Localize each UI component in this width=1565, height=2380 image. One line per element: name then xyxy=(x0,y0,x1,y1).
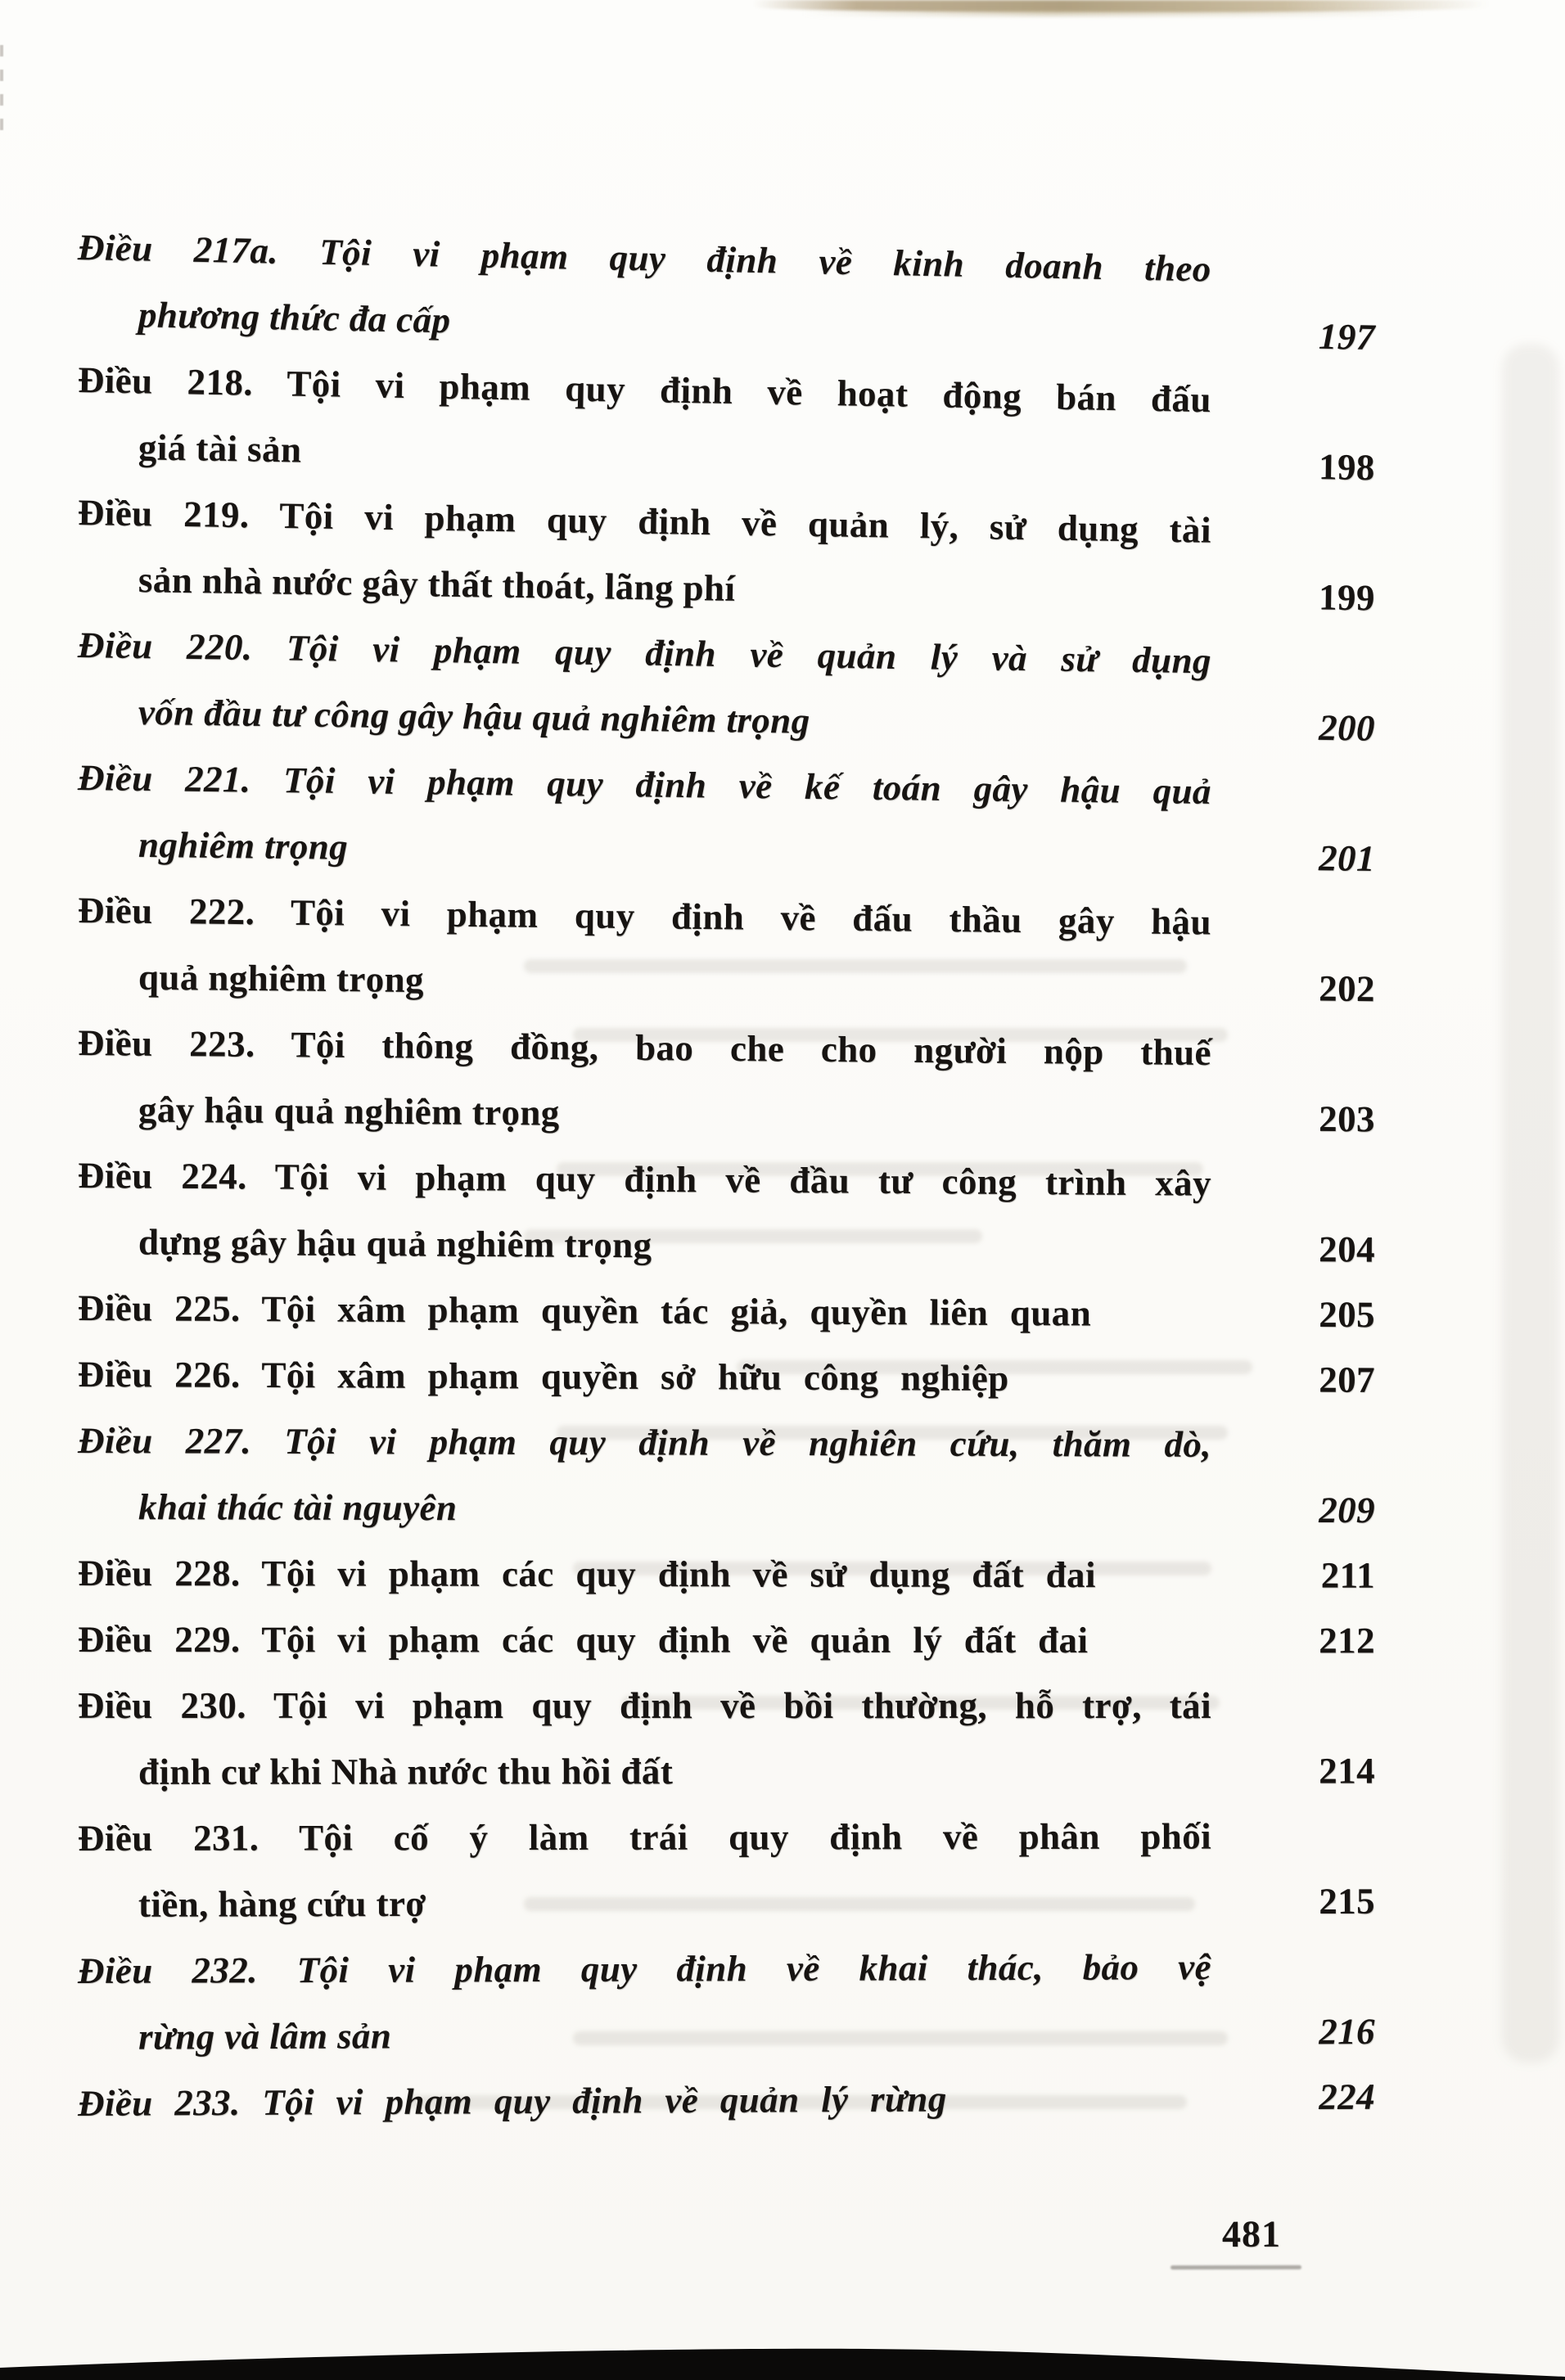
toc-row xyxy=(78,1673,1375,1739)
toc-page-number xyxy=(1211,412,1375,414)
toc-row xyxy=(78,1868,1375,1938)
toc-page-number: 214 xyxy=(1319,1750,1376,1792)
toc-page-number: 204 xyxy=(1319,1228,1376,1270)
toc-entry-text: Điều 218. Tội vi phạm quy định về hoạt động bán đấu xyxy=(77,359,1212,421)
toc-row xyxy=(78,1275,1375,1348)
toc-page-number: 200 xyxy=(1318,706,1376,749)
toc-entry-text: gây hậu quả nghiêm trọng xyxy=(138,1089,560,1134)
toc-row xyxy=(78,1803,1375,1872)
toc-row xyxy=(78,1341,1375,1413)
toc-entry-text: quả nghiêm trọng xyxy=(138,956,425,1001)
toc-entry-text: Điều 230. Tội vi phạm quy định về bồi thường, hỗ trợ, tái xyxy=(78,1685,1211,1726)
page-footer xyxy=(78,2211,1375,2269)
toc-row xyxy=(78,1010,1376,1088)
toc-row xyxy=(78,1474,1375,1544)
toc-entry-text: Điều 220. Tội vi phạm quy định về quản lý và sử dụng xyxy=(77,624,1212,682)
toc-page-number: 205 xyxy=(1319,1293,1376,1336)
toc-page-number: 211 xyxy=(1320,1554,1376,1596)
toc-entry-text: Điều 228. Tội vi phạm các quy định về sử dụng đất đai xyxy=(77,1553,1096,1596)
toc-page-number: 199 xyxy=(1318,576,1376,619)
toc-list xyxy=(78,214,1375,2137)
toc-row xyxy=(78,1209,1375,1283)
toc-page-number: 215 xyxy=(1319,1880,1376,1922)
toc-page-number xyxy=(1211,673,1375,675)
toc-entry-text: Điều 232. Tội vi phạm quy định về khai thác, bảo vệ xyxy=(77,1946,1212,1991)
toc-entry-text: Điều 233. Tội vi phạm quy định về quản lý rừng xyxy=(77,2078,947,2124)
toc-entry-text: nghiêm trọng xyxy=(138,823,349,868)
toc-row xyxy=(78,1540,1375,1609)
toc-entry-text: Điều 217a. Tội vi phạm quy định về kinh doanh theo xyxy=(77,227,1212,290)
toc-page-number xyxy=(1211,1457,1375,1458)
toc-page-number: 209 xyxy=(1319,1489,1376,1531)
toc-page-number xyxy=(1211,543,1375,545)
toc-entry-text: sản nhà nước gây thất thoát, lãng phí xyxy=(138,559,736,609)
toc-entry-text: Điều 224. Tội vi phạm quy định về đầu tư công trình xây xyxy=(77,1155,1212,1204)
scan-underline-artifact xyxy=(1170,2265,1301,2270)
toc-page-number: 197 xyxy=(1318,315,1376,358)
toc-page-number xyxy=(1211,935,1375,936)
toc-page-number: 202 xyxy=(1318,967,1376,1010)
toc-row xyxy=(78,944,1376,1022)
toc-page-number: 216 xyxy=(1319,2011,1376,2053)
toc-entry-text: Điều 225. Tội xâm phạm quyền tác giả, quyền liên quan xyxy=(77,1287,1092,1334)
toc-entry-text: Điều 229. Tội vi phạm các quy định về quản lý đất đai xyxy=(77,1619,1089,1661)
toc-entry-text: Điều 231. Tội cố ý làm trái quy định về phân phối xyxy=(77,1815,1212,1859)
toc-row xyxy=(78,2064,1375,2137)
toc-page-number xyxy=(1211,1196,1375,1197)
toc-page-number: 224 xyxy=(1319,2076,1376,2118)
page-number: 481 xyxy=(1221,2212,1282,2255)
toc-entry-text: Điều 223. Tội thông đồng, bao che cho người nộp thuế xyxy=(77,1022,1212,1074)
toc-page-number: 212 xyxy=(1319,1620,1376,1661)
toc-entry-text: vốn đầu tư công gây hậu quả nghiêm trọng xyxy=(138,691,810,741)
toc-page-number xyxy=(1211,804,1375,805)
toc-entry-text: định cư khi Nhà nước thu hồi đất xyxy=(138,1751,674,1792)
toc-entry-text: khai thác tài nguyên xyxy=(138,1486,458,1529)
toc-entry-text: Điều 222. Tội vi phạm quy định về đấu thầu gây hậu xyxy=(77,890,1212,943)
toc-page-number: 198 xyxy=(1318,446,1376,489)
toc-row xyxy=(78,1738,1375,1805)
toc-entry-text: giá tài sản xyxy=(138,426,302,471)
toc-row xyxy=(78,1933,1375,2004)
toc-entry-text: phương thức đa cấp xyxy=(138,294,451,341)
toc-page-number xyxy=(1211,282,1374,285)
toc-row xyxy=(78,1076,1376,1152)
toc-row xyxy=(78,1607,1375,1674)
toc-page-number xyxy=(1211,1978,1375,1979)
toc-entry-text: dựng gây hậu quả nghiêm trọng xyxy=(138,1221,652,1266)
toc-page-number: 207 xyxy=(1319,1359,1376,1400)
toc-row xyxy=(78,1408,1375,1479)
toc-entry-text: rừng và lâm sản xyxy=(138,2015,392,2058)
toc-entry-text: Điều 226. Tội xâm phạm quyền sở hữu công nghiệp xyxy=(77,1354,1009,1399)
toc-entry-text: tiền, hàng cứu trợ xyxy=(138,1882,426,1925)
toc-entry-text: Điều 227. Tội vi phạm quy định về nghiên cứu, thăm dò, xyxy=(77,1420,1212,1465)
toc-page-number: 203 xyxy=(1319,1098,1376,1140)
toc-row xyxy=(78,1999,1375,2071)
toc-entry-text: Điều 221. Tội vi phạm quy định về kế toán gây hậu quả xyxy=(77,757,1212,812)
toc-entry-text: Điều 219. Tội vi phạm quy định về quản lý, sử dụng tài xyxy=(77,492,1212,551)
toc-row xyxy=(78,1143,1376,1218)
toc-page-number: 201 xyxy=(1318,837,1376,879)
toc-page-number xyxy=(1211,1065,1375,1066)
scan-edge-artifact-bottom xyxy=(0,2346,1565,2380)
